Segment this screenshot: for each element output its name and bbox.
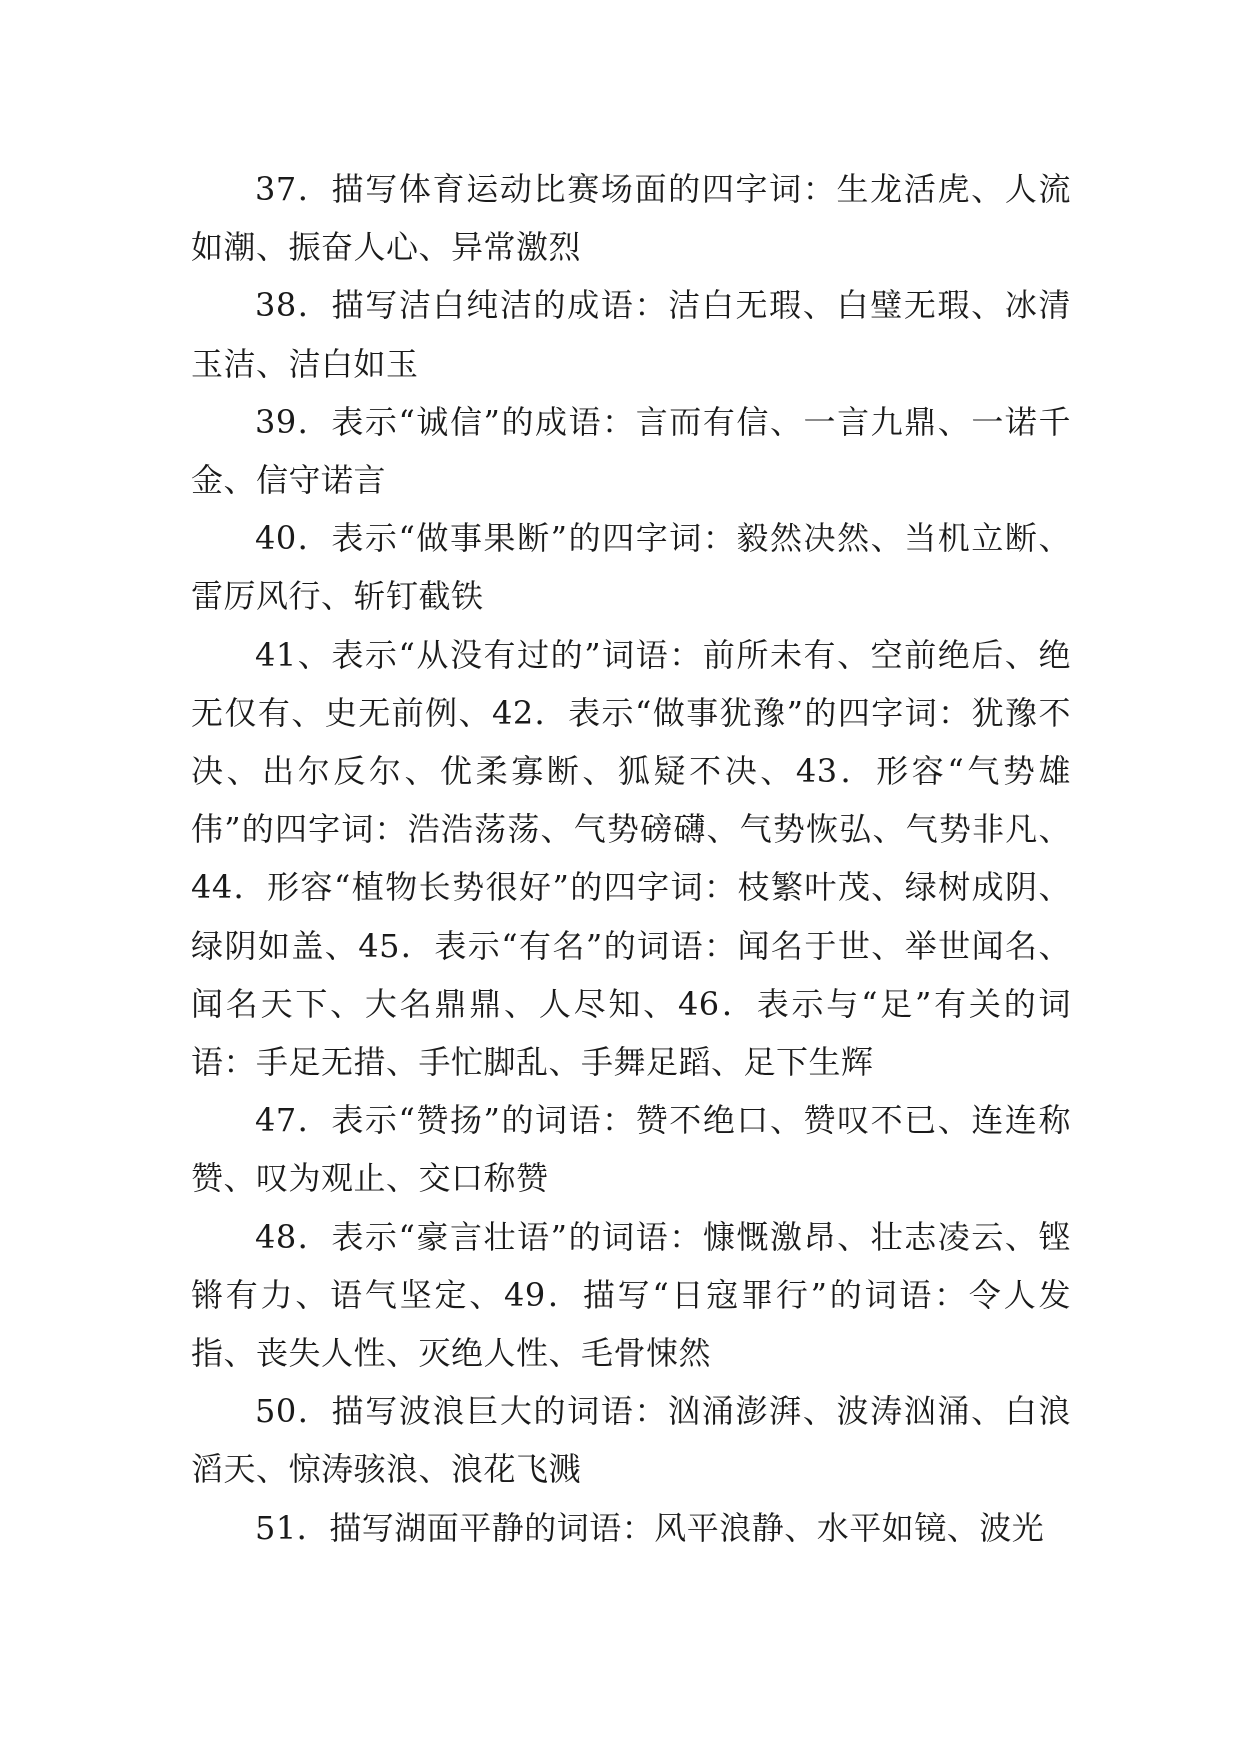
paragraph-41-46: 41、表示“从没有过的”词语：前所未有、空前绝后、绝无仅有、史无前例、42．表示“做事犹豫”的四字词：犹豫不决、出尔反尔、优柔寡断、狐疑不决、43．形容“气势雄伟”的四字词：浩浩荡荡、气势磅礴、气势恢弘、气势非凡、44．形容“植物长势很好”的四字词：枝繁叶茂、绿树成阴、绿阴如盖、45．表示“有名”的词语：闻名于世、举世闻名、闻名天下、大名鼎鼎、人尽知、46．表示与“足”有关的词语：手足无措、手忙脚乱、手舞足蹈、足下生辉 (191, 635, 1071, 1082)
paragraph-40: 40．表示“做事果断”的四字词：毅然决然、当机立断、雷厉风行、斩钉截铁 (191, 519, 1071, 616)
paragraph-47: 47．表示“赞扬”的词语：赞不绝口、赞叹不已、连连称赞、叹为观止、交口称赞 (191, 1101, 1071, 1198)
paragraph-37: 37．描写体育运动比赛场面的四字词：生龙活虎、人流如潮、振奋人心、异常激烈 (191, 170, 1071, 267)
document-body (191, 160, 1071, 1557)
paragraph-39: 39．表示“诚信”的成语：言而有信、一言九鼎、一诺千金、信守诺言 (191, 402, 1071, 500)
paragraph-50: 50．描写波浪巨大的词语：汹涌澎湃、波涛汹涌、白浪滔天、惊涛骇浪、浪花飞溅 (191, 1392, 1071, 1489)
paragraph-51: 51．描写湖面平静的词语：风平浪静、水平如镜、波光 (255, 1508, 1045, 1547)
paragraph-48-49: 48．表示“豪言壮语”的词语：慷慨激昂、壮志凌云、铿锵有力、语气坚定、49．描写“日寇罪行”的词语：令人发指、丧失人性、灭绝人性、毛骨悚然 (191, 1217, 1071, 1373)
paragraph-38: 38．描写洁白纯洁的成语：洁白无瑕、白璧无瑕、冰清玉洁、洁白如玉 (191, 286, 1071, 383)
